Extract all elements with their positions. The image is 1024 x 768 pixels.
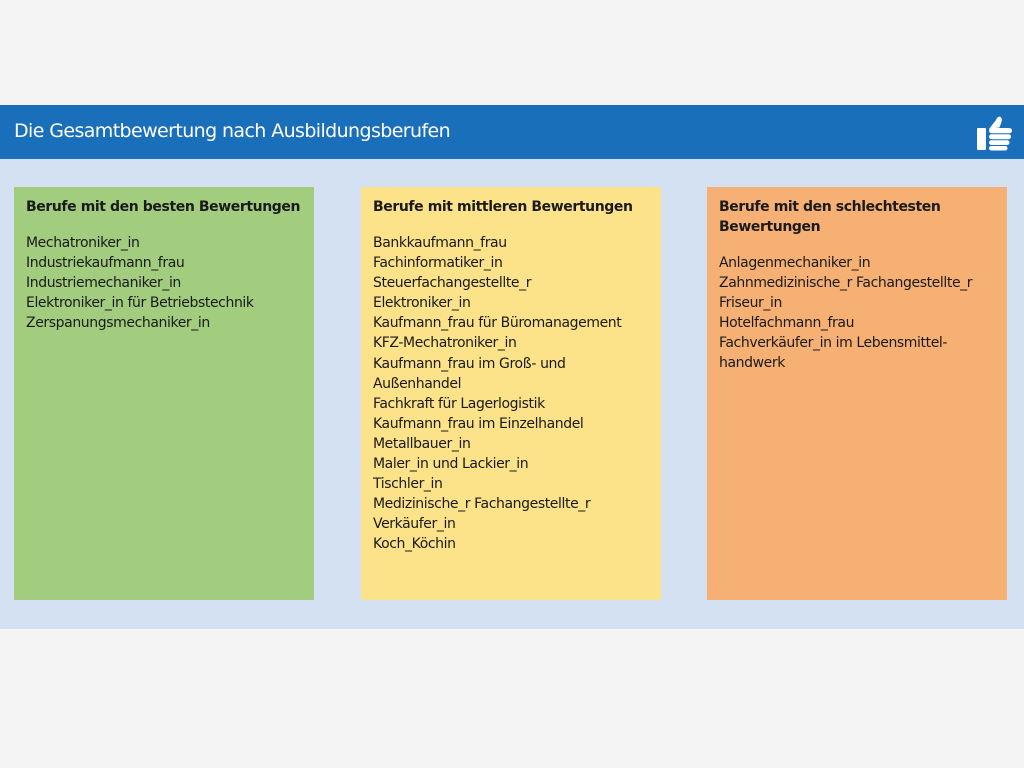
list-item: Verkäufer_in xyxy=(373,516,456,533)
list-item: Steuerfachangestellte_r xyxy=(373,275,532,292)
list-item: Hotelfachmann_frau xyxy=(719,315,855,332)
worst-ratings-heading xyxy=(719,197,995,237)
best-ratings-heading: Berufe mit den besten Bewertungen xyxy=(26,199,301,215)
list-item: Medizinische_r Fachangestellte_r xyxy=(373,496,591,513)
list-item: Tischler_in xyxy=(373,476,443,493)
list-item: Kaufmann_frau für Büromanagement xyxy=(373,315,622,332)
middle-ratings-heading: Berufe mit mittleren Bewertungen xyxy=(373,199,633,215)
list-item: Elektroniker_in xyxy=(373,295,471,312)
list-item: KFZ-Mechatroniker_in xyxy=(373,335,517,352)
list-item: Anlagenmechaniker_in xyxy=(719,255,871,271)
thumbs-up-icon xyxy=(974,114,1016,152)
worst-ratings-panel xyxy=(707,187,1007,600)
list-item: Koch_Köchin xyxy=(373,536,456,553)
worst-ratings-heading-line: Bewertungen xyxy=(719,219,821,235)
list-item: Kaufmann_frau im Groß- und xyxy=(373,355,566,372)
list-item: Mechatroniker_in xyxy=(26,235,140,251)
worst-ratings-heading-line: Berufe mit den schlechtesten xyxy=(719,199,941,215)
list-item: Elektroniker_in für Betriebstechnik xyxy=(26,295,254,312)
best-ratings-panel xyxy=(14,187,314,600)
list-item: Fachinformatiker_in xyxy=(373,255,503,272)
middle-ratings-panel xyxy=(361,187,661,600)
list-item: Kaufmann_frau im Einzelhandel xyxy=(373,415,584,432)
panel-area xyxy=(0,159,1024,629)
worst-ratings-list xyxy=(719,253,995,374)
list-item: Friseur_in xyxy=(719,295,782,312)
list-item: Zerspanungsmechaniker_in xyxy=(26,315,210,332)
list-item: Metallbauer_in xyxy=(373,435,471,452)
title-bar xyxy=(0,105,1024,159)
list-item: Industriekaufmann_frau xyxy=(26,255,185,272)
list-item: Zahnmedizinische_r Fachangestellte_r xyxy=(719,275,973,292)
middle-ratings-list xyxy=(373,233,649,555)
list-item: Maler_in und Lackier_in xyxy=(373,456,529,473)
list-item: Fachverkäufer_in im Lebensmittel- xyxy=(719,335,948,352)
page-title: Die Gesamtbewertung nach Ausbildungsberufen xyxy=(14,120,451,142)
list-item: handwerk xyxy=(719,355,785,372)
list-item: Fachkraft für Lagerlogistik xyxy=(373,395,545,412)
list-item: Außenhandel xyxy=(373,375,462,392)
list-item: Industriemechaniker_in xyxy=(26,275,181,292)
list-item: Bankkaufmann_frau xyxy=(373,235,507,251)
best-ratings-list xyxy=(26,233,302,333)
